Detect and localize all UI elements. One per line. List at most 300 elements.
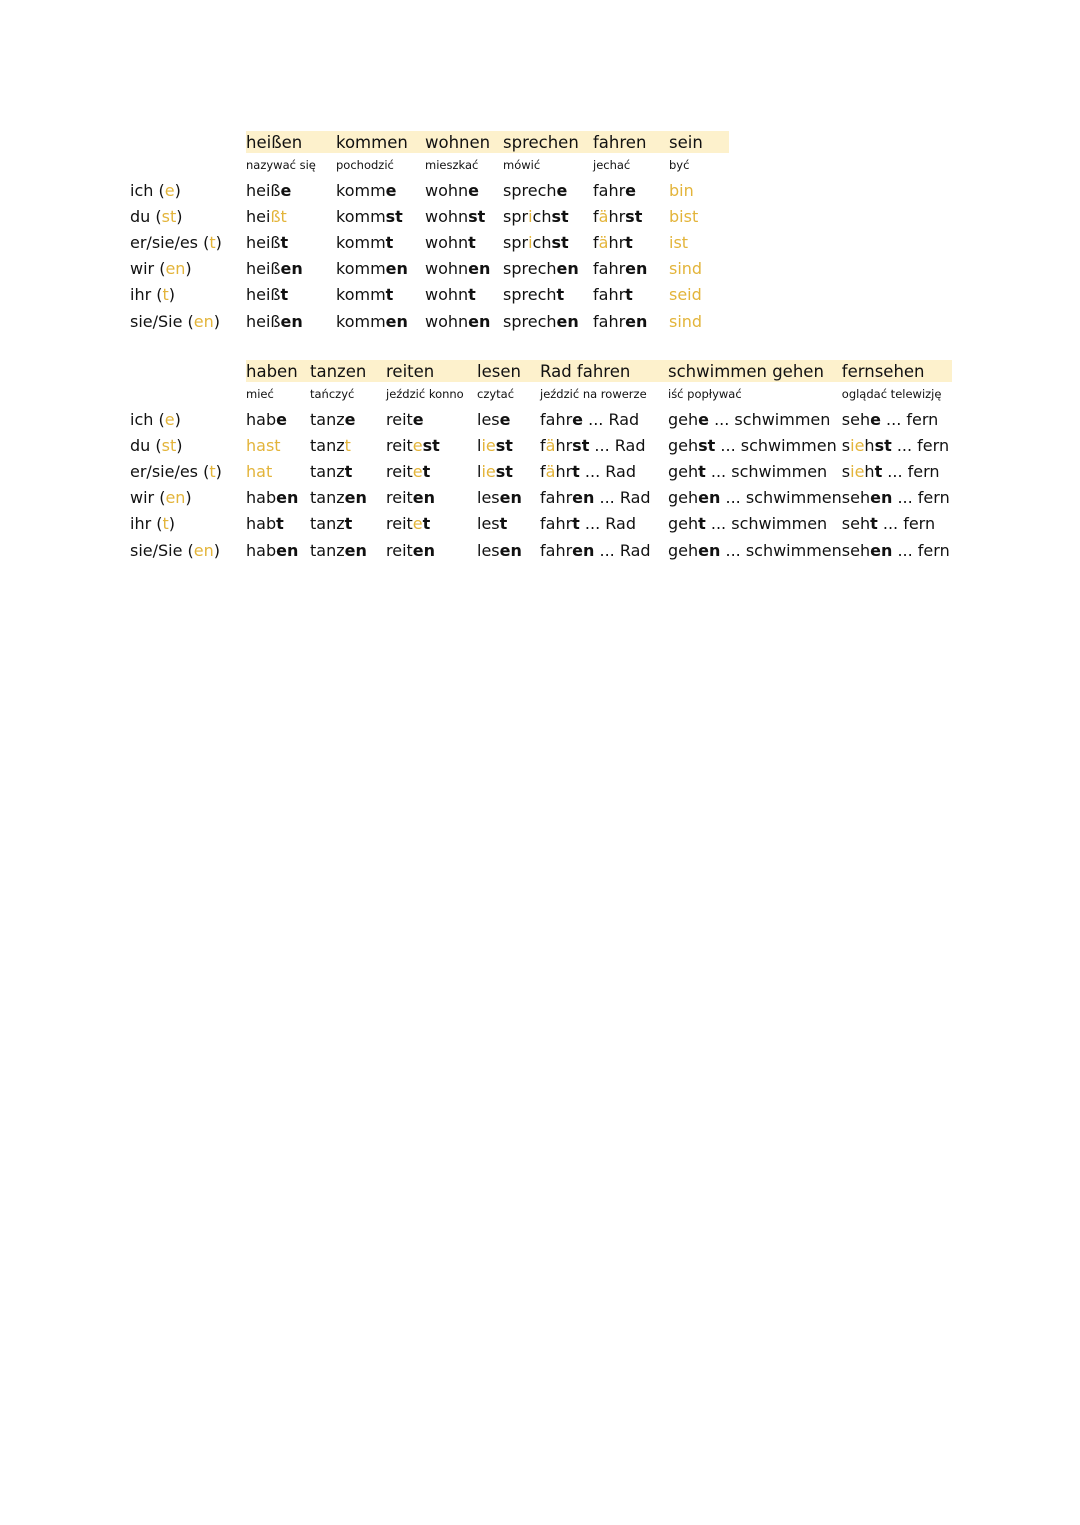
verb-form-part: hab — [246, 488, 277, 508]
verb-form-part: hab — [246, 409, 277, 429]
verb-form-cell — [668, 432, 842, 458]
verb-form-part: wohn — [425, 259, 469, 279]
verb-form-cell — [310, 485, 386, 511]
verb-form-part: e — [412, 409, 424, 429]
verb-form-cell — [669, 282, 729, 308]
verb-form-part: geh — [668, 514, 699, 534]
verb-form-part: ... fern — [892, 540, 950, 560]
verb-form-cell — [503, 177, 593, 203]
verb-form-cell — [668, 537, 842, 563]
verb-form-part: ßt — [270, 206, 287, 226]
verb-form-cell — [246, 229, 336, 255]
person-pronoun: sie/Sie ( — [130, 311, 194, 331]
conjugation-row — [130, 537, 952, 563]
person-close: ) — [174, 409, 181, 429]
verb-form-part: e — [625, 180, 637, 200]
conjugation-row — [130, 458, 952, 484]
verb-form-part: en — [698, 488, 721, 508]
verb-form-part: st — [551, 206, 569, 226]
verb-form-part: s — [841, 461, 851, 481]
verb-form-part: ... Rad — [594, 540, 651, 560]
verb-form-part: t — [698, 461, 706, 481]
verb-form-part: st — [572, 435, 590, 455]
verb-form-cell — [477, 406, 540, 432]
verb-form-cell — [593, 177, 669, 203]
conjugation-table-2 — [130, 360, 952, 563]
verb-form-cell — [425, 177, 503, 203]
infinitive-header — [593, 131, 669, 153]
translation-cell — [425, 153, 503, 177]
verb-form-part: t — [874, 461, 883, 481]
verb-form-part: ist — [669, 232, 689, 252]
translation-text: jeździć na rowerze — [540, 387, 647, 401]
translation-text: oglądać telewizję — [841, 387, 942, 401]
verb-form-part: bin — [669, 180, 694, 200]
verb-form-part: ... fern — [891, 435, 950, 455]
person-pronoun: wir ( — [130, 488, 166, 508]
verb-form-part: e — [385, 180, 397, 200]
infinitive-text: lesen — [477, 361, 521, 381]
verb-form-part: en — [572, 488, 595, 508]
verb-form-part: t — [625, 232, 633, 252]
translation-cell — [668, 382, 842, 406]
verb-form-cell — [386, 537, 477, 563]
verb-form-part: ... Rad — [594, 488, 651, 508]
infinitive-text: sein — [669, 132, 703, 152]
verb-form-part: ... schwimmen — [709, 409, 831, 429]
verb-form-part: ... Rad — [579, 461, 636, 481]
verb-form-cell — [842, 432, 952, 458]
verb-form-cell — [593, 256, 669, 282]
conjugation-row — [130, 203, 729, 229]
translation-cell — [336, 153, 425, 177]
person-close: ) — [168, 285, 176, 305]
verb-form-part: t — [556, 285, 565, 305]
verb-form-cell — [246, 256, 336, 282]
person-pronoun: er/sie/es ( — [130, 232, 210, 252]
verb-form-cell — [503, 308, 593, 334]
person-close: ) — [215, 232, 222, 252]
infinitive-header — [425, 131, 503, 153]
infinitive-header — [842, 360, 952, 382]
verb-form-part: seh — [841, 540, 871, 560]
verb-form-part: ... schwimmen — [715, 435, 837, 455]
verb-form-part: hr — [555, 461, 573, 481]
verb-form-cell — [246, 432, 310, 458]
verb-form-part: t — [422, 461, 431, 481]
verb-form-part: komm — [336, 259, 386, 279]
verb-form-part: e — [412, 514, 423, 534]
verb-form-part: ... Rad — [583, 409, 640, 429]
verb-form-cell — [246, 485, 310, 511]
verb-form-part: e — [280, 180, 292, 200]
verb-form-part: fahr — [540, 540, 573, 560]
verb-form-part: e — [468, 180, 480, 200]
verb-form-part: geh — [668, 435, 699, 455]
person-pronoun: ihr ( — [130, 514, 163, 534]
verb-form-cell — [593, 308, 669, 334]
verb-form-part: geh — [668, 540, 699, 560]
verb-form-part: fahr — [540, 514, 573, 534]
infinitive-text: wohnen — [425, 132, 491, 152]
verb-form-part: st — [468, 206, 486, 226]
conjugation-row — [130, 432, 952, 458]
verb-form-cell — [503, 229, 593, 255]
verb-form-cell — [593, 203, 669, 229]
person-label — [130, 458, 246, 484]
verb-form-cell — [669, 203, 729, 229]
person-label — [130, 308, 246, 334]
verb-form-part: en — [280, 259, 303, 279]
verb-form-cell — [425, 229, 503, 255]
verb-form-cell — [246, 458, 310, 484]
verb-form-part: en — [344, 540, 367, 560]
verb-form-part: e — [572, 409, 584, 429]
verb-form-cell — [477, 432, 540, 458]
conjugation-row — [130, 177, 729, 203]
person-ending: st — [161, 435, 177, 455]
person-label — [130, 282, 246, 308]
verb-form-part: en — [572, 540, 595, 560]
translation-cell — [246, 382, 310, 406]
verb-form-part: heiß — [246, 311, 281, 331]
verb-form-part: f — [540, 435, 546, 455]
verb-form-part: geh — [668, 488, 699, 508]
verb-form-part: en — [625, 259, 648, 279]
verb-form-cell — [246, 203, 336, 229]
verb-form-part: komm — [336, 232, 386, 252]
verb-form-part: ... schwimmen — [705, 514, 828, 534]
verb-form-part: wohn — [425, 285, 469, 305]
verb-form-part: hast — [246, 435, 281, 455]
person-pronoun: du ( — [130, 435, 162, 455]
verb-form-part: t — [468, 285, 476, 305]
person-close: ) — [176, 435, 183, 455]
verb-form-part: fahr — [593, 180, 626, 200]
verb-form-part: sind — [669, 259, 703, 279]
verb-form-cell — [503, 256, 593, 282]
verb-form-part: fahr — [593, 285, 626, 305]
verb-form-part: t — [625, 285, 633, 305]
verb-form-part: hat — [246, 461, 273, 481]
verb-form-part: hr — [555, 435, 573, 455]
verb-form-part: fahr — [593, 259, 626, 279]
verb-form-part: tanz — [310, 435, 345, 455]
person-ending: t — [209, 461, 216, 481]
person-pronoun: ich ( — [130, 180, 165, 200]
verb-form-cell — [425, 256, 503, 282]
verb-form-part: en — [556, 311, 579, 331]
verb-form-part: en — [468, 311, 491, 331]
verb-form-part: sprech — [503, 311, 557, 331]
verb-form-part: heiß — [246, 180, 281, 200]
verb-form-cell — [503, 203, 593, 229]
verb-form-cell — [336, 308, 425, 334]
infinitive-header — [540, 360, 668, 382]
verb-form-part: tanz — [310, 409, 345, 429]
verb-form-cell — [386, 511, 477, 537]
translation-text: jechać — [593, 158, 631, 172]
verb-form-part: st — [698, 435, 716, 455]
verb-form-part: en — [499, 540, 522, 560]
translation-text: czytać — [477, 387, 515, 401]
verb-form-cell — [336, 229, 425, 255]
verb-form-part: hab — [246, 514, 277, 534]
verb-form-part: reit — [386, 488, 413, 508]
infinitive-text: Rad fahren — [540, 361, 631, 381]
verb-form-part: ... fern — [882, 461, 940, 481]
verb-form-part: t — [276, 514, 284, 534]
person-close: ) — [168, 514, 176, 534]
verb-form-part: reit — [386, 409, 413, 429]
corner-cell — [130, 153, 246, 177]
infinitive-text: heißen — [246, 132, 303, 152]
verb-form-part: les — [477, 409, 500, 429]
verb-form-part: ... fern — [877, 514, 936, 534]
person-ending: en — [193, 311, 214, 331]
verb-form-part: les — [477, 540, 500, 560]
verb-form-part: ch — [532, 232, 552, 252]
verb-form-part: tanz — [310, 540, 345, 560]
conjugation-row — [130, 282, 729, 308]
verb-form-part: ... Rad — [579, 514, 636, 534]
verb-form-part: hab — [246, 540, 277, 560]
translation-text: mieszkać — [425, 158, 479, 172]
infinitive-text: tanzen — [310, 361, 367, 381]
person-pronoun: ich ( — [130, 409, 165, 429]
verb-form-cell — [246, 406, 310, 432]
person-close: ) — [213, 540, 221, 560]
verb-form-part: bist — [669, 206, 699, 226]
verb-form-part: spr — [503, 232, 529, 252]
verb-form-part: st — [874, 435, 892, 455]
verb-form-part: t — [572, 514, 580, 534]
verb-form-part: en — [556, 259, 579, 279]
person-ending: t — [209, 232, 216, 252]
person-label — [130, 229, 246, 255]
verb-form-part: st — [551, 232, 569, 252]
person-ending: st — [161, 206, 177, 226]
verb-form-part: t — [468, 232, 476, 252]
verb-form-part: l — [477, 435, 482, 455]
person-close: ) — [185, 259, 192, 279]
verb-form-part: t — [344, 461, 353, 481]
verb-form-part: ie — [850, 435, 865, 455]
verb-form-part: sind — [669, 311, 703, 331]
verb-form-part: en — [698, 540, 721, 560]
conjugation-row — [130, 511, 952, 537]
verb-form-cell — [668, 485, 842, 511]
verb-form-cell — [668, 511, 842, 537]
verb-form-part: en — [870, 488, 893, 508]
verb-form-part: t — [870, 514, 878, 534]
verb-form-cell — [246, 282, 336, 308]
verb-form-part: reit — [386, 540, 413, 560]
verb-form-cell — [540, 406, 668, 432]
verb-form-cell — [669, 229, 729, 255]
infinitive-header — [477, 360, 540, 382]
person-ending: t — [162, 285, 169, 305]
verb-form-part: geh — [668, 461, 699, 481]
person-close: ) — [185, 488, 192, 508]
verb-form-cell — [669, 177, 729, 203]
verb-form-part: sprech — [503, 259, 557, 279]
verb-form-part: st — [495, 461, 513, 481]
person-pronoun: ihr ( — [130, 285, 163, 305]
verb-form-part: t — [385, 285, 394, 305]
conjugation-row — [130, 406, 952, 432]
verb-form-cell — [477, 511, 540, 537]
verb-form-cell — [842, 458, 952, 484]
verb-form-cell — [310, 458, 386, 484]
verb-form-part: i — [528, 206, 533, 226]
verb-form-part: t — [280, 285, 289, 305]
verb-form-cell — [425, 203, 503, 229]
conjugation-row — [130, 229, 729, 255]
infinitive-header — [669, 131, 729, 153]
person-ending: t — [162, 514, 169, 534]
verb-form-cell — [386, 432, 477, 458]
verb-form-part: komm — [336, 180, 386, 200]
verb-form-part: f — [593, 232, 599, 252]
verb-form-part: st — [422, 435, 440, 455]
infinitive-header — [503, 131, 593, 153]
verb-form-part: h — [864, 461, 875, 481]
person-ending: en — [165, 259, 186, 279]
verb-form-part: en — [280, 311, 303, 331]
translation-cell — [842, 382, 952, 406]
person-label — [130, 432, 246, 458]
person-label — [130, 203, 246, 229]
verb-form-cell — [593, 229, 669, 255]
verb-form-part: ä — [545, 461, 556, 481]
verb-form-part: seid — [669, 285, 702, 305]
verb-form-cell — [336, 203, 425, 229]
verb-form-part: en — [276, 540, 299, 560]
verb-form-cell — [310, 537, 386, 563]
verb-form-part: en — [412, 488, 436, 508]
verb-form-cell — [669, 256, 729, 282]
verb-form-part: wohn — [425, 232, 469, 252]
verb-form-part: en — [468, 259, 491, 279]
verb-form-cell — [336, 256, 425, 282]
verb-form-part: e — [276, 409, 287, 429]
verb-form-part: fahr — [540, 488, 573, 508]
verb-form-part: t — [499, 514, 508, 534]
verb-form-cell — [477, 485, 540, 511]
infinitive-header — [336, 131, 425, 153]
verb-form-part: wohn — [425, 311, 469, 331]
verb-form-cell — [386, 406, 477, 432]
corner-cell — [130, 131, 246, 153]
verb-form-cell — [540, 458, 668, 484]
translation-text: pochodzić — [336, 158, 394, 172]
verb-form-cell — [246, 177, 336, 203]
person-label — [130, 511, 246, 537]
verb-form-part: wohn — [425, 206, 469, 226]
verb-form-part: reit — [386, 461, 413, 481]
translation-cell — [310, 382, 386, 406]
verb-form-part: e — [412, 435, 423, 455]
verb-form-part: st — [385, 206, 403, 226]
translation-cell — [669, 153, 729, 177]
person-ending: e — [164, 180, 175, 200]
verb-form-part: sprech — [503, 180, 557, 200]
verb-form-cell — [669, 308, 729, 334]
verb-form-part: heiß — [246, 259, 281, 279]
verb-form-part: e — [344, 409, 356, 429]
infinitive-header — [246, 360, 310, 382]
verb-form-part: spr — [503, 206, 529, 226]
infinitive-header — [386, 360, 477, 382]
verb-form-part: komm — [336, 206, 386, 226]
translation-cell — [503, 153, 593, 177]
verb-form-part: st — [495, 435, 513, 455]
translation-text: nazywać się — [246, 158, 316, 172]
verb-form-part: ... schwimmen — [720, 488, 842, 508]
corner-cell — [130, 360, 246, 382]
verb-form-part: ... fern — [880, 409, 939, 429]
verb-form-part: ... schwimmen — [720, 540, 842, 560]
verb-form-cell — [336, 177, 425, 203]
translation-row — [130, 153, 729, 177]
person-ending: en — [193, 540, 214, 560]
verb-form-cell — [246, 511, 310, 537]
verb-form-part: en — [625, 311, 648, 331]
person-close: ) — [174, 180, 181, 200]
verb-form-part: en — [499, 488, 522, 508]
verb-form-part: komm — [336, 285, 386, 305]
verb-form-part: ä — [598, 232, 609, 252]
verb-form-part: les — [477, 488, 500, 508]
verb-form-cell — [842, 485, 952, 511]
verb-form-part: e — [412, 461, 423, 481]
verb-form-cell — [477, 537, 540, 563]
verb-form-cell — [246, 537, 310, 563]
verb-form-cell — [593, 282, 669, 308]
person-label — [130, 177, 246, 203]
verb-form-part: f — [593, 206, 599, 226]
person-pronoun: er/sie/es ( — [130, 461, 210, 481]
verb-form-part: t — [385, 232, 394, 252]
verb-form-part: t — [422, 514, 431, 534]
verb-form-part: ... Rad — [589, 435, 646, 455]
infinitive-text: haben — [246, 361, 298, 381]
verb-form-part: ie — [481, 435, 496, 455]
verb-form-part: ie — [850, 461, 865, 481]
infinitive-row — [130, 360, 952, 382]
verb-form-cell — [668, 458, 842, 484]
verb-form-cell — [503, 282, 593, 308]
translation-cell — [386, 382, 477, 406]
infinitive-text: fahren — [593, 132, 647, 152]
verb-form-cell — [842, 537, 952, 563]
infinitive-text: schwimmen gehen — [668, 361, 824, 381]
translation-text: iść popływać — [668, 387, 742, 401]
verb-form-part: f — [540, 461, 546, 481]
conjugation-row — [130, 485, 952, 511]
translation-cell — [540, 382, 668, 406]
verb-form-cell — [310, 406, 386, 432]
verb-form-cell — [842, 406, 952, 432]
person-close: ) — [176, 206, 183, 226]
person-label — [130, 256, 246, 282]
verb-form-part: t — [698, 514, 706, 534]
verb-form-cell — [540, 485, 668, 511]
verb-form-part: hr — [608, 206, 626, 226]
verb-form-part: t — [572, 461, 580, 481]
verb-form-part: hei — [246, 206, 271, 226]
